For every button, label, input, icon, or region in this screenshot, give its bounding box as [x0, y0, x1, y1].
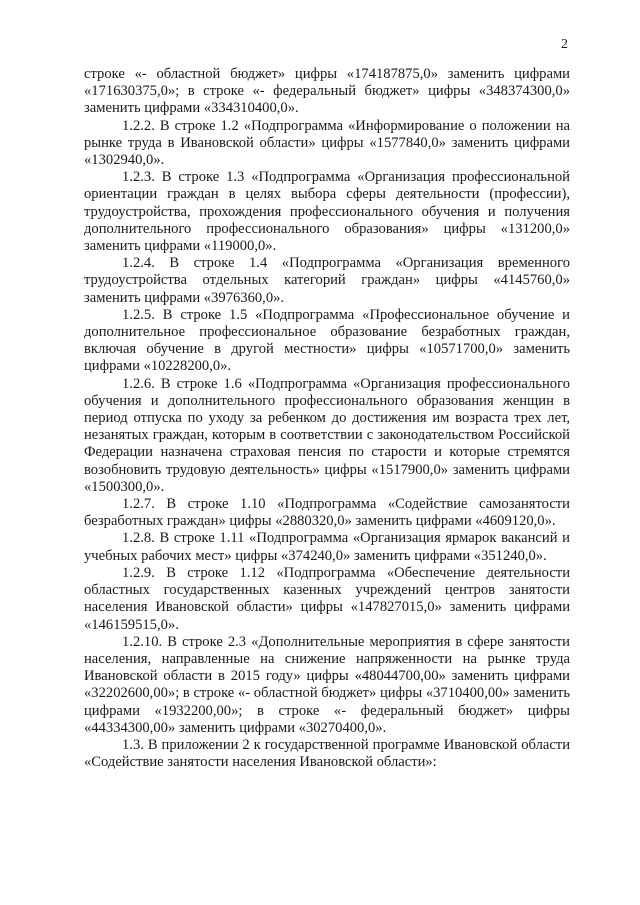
- paragraph-1-2-3: 1.2.3. В строке 1.3 «Подпрограмма «Организация профессиональной ориентации граждан в целях выбора сферы деятельности (профессии), трудоустройства, прохождения профессионального обучения и получения дополнительного профессионального образования» цифры «131200,0» заменить цифрами «119000,0».: [84, 169, 570, 255]
- paragraph-1-2-8: 1.2.8. В строке 1.11 «Подпрограмма «Организация ярмарок вакансий и учебных рабочих мест» цифры «374240,0» заменить цифрами «351240,0».: [84, 530, 570, 564]
- paragraph-1-2-10: 1.2.10. В строке 2.3 «Дополнительные мероприятия в сфере занятости населения, направленные на снижение напряженности на рынке труда Ивановской области в 2015 году» цифры «48044700,00» заменить цифрами «32202600,00»; в строке «- областной бюджет» цифры «3710400,00» заменить цифрами «1932200,00»; в строке «- федеральный бюджет» цифры «44334300,00» заменить цифрами «30270400,0».: [84, 633, 570, 736]
- paragraph-1-2-6: 1.2.6. В строке 1.6 «Подпрограмма «Организация профессионального обучения и дополнительного профессионального образования женщин в период отпуска по уходу за ребенком до достижения им возраста трех лет, незанятых граждан, которым в соответствии с законодательством Российской Федерации назначена страховая пенсия по старости и которые стремятся возобновить трудовую деятельность» цифры «1517900,0» заменить цифрами «1500300,0».: [84, 375, 570, 495]
- page-number: 2: [561, 37, 568, 52]
- paragraph-1-3: 1.3. В приложении 2 к государственной программе Ивановской области «Содействие занятости населения Ивановской области»:: [84, 736, 570, 771]
- paragraph-1-2-7: 1.2.7. В строке 1.10 «Подпрограмма «Содействие самозанятости безработных граждан» цифры «2880320,0» заменить цифрами «4609120,0».: [84, 496, 570, 530]
- paragraph-1-2-5: 1.2.5. В строке 1.5 «Подпрограмма «Профессиональное обучение и дополнительное профессиональное образование безработных граждан, включая обучение в другой местности» цифры «10571700,0» заменить цифрами «10228200,0».: [84, 306, 570, 375]
- paragraph-continuation: строке «- областной бюджет» цифры «174187875,0» заменить цифрами «171630375,0»; в строке «- федеральный бюджет» цифры «348374300,0» заменить цифрами «334310400,0».: [84, 66, 570, 117]
- document-body: [84, 66, 570, 771]
- paragraph-1-2-2: 1.2.2. В строке 1.2 «Подпрограмма «Информирование о положении на рынке труда в Ивановской области» цифры «1577840,0» заменить цифрами «1302940,0».: [84, 117, 570, 169]
- paragraph-1-2-9: 1.2.9. В строке 1.12 «Подпрограмма «Обеспечение деятельности областных государственных казенных учреждений центров занятости населения Ивановской области» цифры «147827015,0» заменить цифрами «146159515,0».: [84, 564, 570, 633]
- paragraph-1-2-4: 1.2.4. В строке 1.4 «Подпрограмма «Организация временного трудоустройства отдельных категорий граждан» цифры «4145760,0» заменить цифрами «3976360,0».: [84, 255, 570, 306]
